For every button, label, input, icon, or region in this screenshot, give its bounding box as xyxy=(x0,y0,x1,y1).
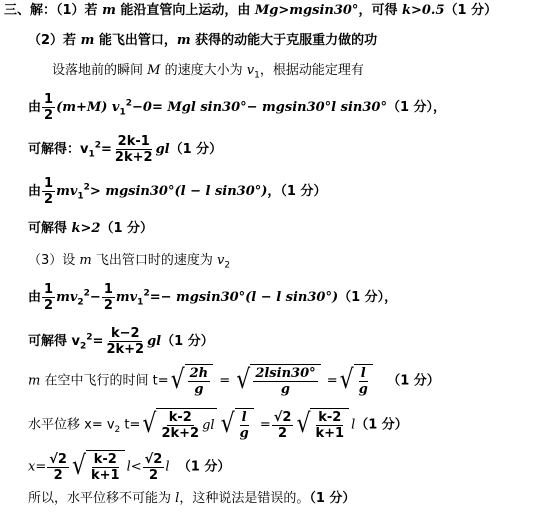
numerator: k−2 xyxy=(110,326,140,341)
eq-text: 水平位移 x= v xyxy=(28,417,115,433)
subscript: 2 xyxy=(77,297,84,308)
fraction xyxy=(104,326,146,357)
score: （1 分） xyxy=(161,334,214,349)
fraction xyxy=(253,366,317,397)
denominator: 2 xyxy=(148,467,159,483)
var-m: m xyxy=(176,33,191,48)
subscript: 2 xyxy=(114,425,121,436)
equation-6 xyxy=(28,326,214,357)
eq-tail: gl xyxy=(155,142,170,157)
denominator: 2 xyxy=(278,425,288,441)
score: （1 分） xyxy=(169,142,223,157)
subscript: 2 xyxy=(224,260,231,271)
denominator: g xyxy=(280,382,291,397)
denominator: 2 xyxy=(53,467,63,483)
eq-tail: gl xyxy=(147,334,162,349)
denominator: g xyxy=(239,426,249,441)
equals: = xyxy=(92,334,104,349)
numerator: 2k-1 xyxy=(117,134,150,149)
fraction xyxy=(188,366,211,397)
eq-text: 在空中飞行的时间 t= xyxy=(40,373,169,389)
numerator: 1 xyxy=(103,282,113,297)
part2-text2: 获得的动能大于克服重力做的功 xyxy=(190,33,378,48)
equation-1 xyxy=(28,92,446,123)
eq-tail: gl xyxy=(202,417,215,433)
numerator: l xyxy=(241,410,247,425)
radical-sign: √ xyxy=(339,365,354,396)
sqrt xyxy=(72,450,125,484)
denominator: 2k+2 xyxy=(114,150,153,165)
score: （1 分） xyxy=(444,3,498,18)
numerator: √2 xyxy=(49,451,67,467)
fraction xyxy=(357,366,370,397)
numerator: 1 xyxy=(44,92,54,107)
fraction xyxy=(42,92,55,123)
fraction xyxy=(238,410,251,441)
equation-8 xyxy=(28,408,408,442)
fraction xyxy=(272,410,294,441)
sqrt xyxy=(296,408,349,442)
var-m: m xyxy=(79,253,92,268)
eq-text: x= xyxy=(28,459,47,475)
eq-body: mv xyxy=(56,184,78,199)
eq-body: mv xyxy=(115,290,138,305)
numerator: 2h xyxy=(189,366,209,381)
sqrt xyxy=(340,364,373,398)
fraction xyxy=(42,176,55,207)
equation-4 xyxy=(28,220,153,238)
score: ，（1 分） xyxy=(267,184,327,199)
fraction xyxy=(159,410,201,441)
superscript: 2 xyxy=(143,288,150,299)
subscript: 1 xyxy=(254,70,260,81)
part2-text: 能飞出管口， xyxy=(94,33,177,48)
subscript: 1 xyxy=(119,107,126,118)
numerator: √2 xyxy=(144,451,163,467)
eq-body: (m+M) v xyxy=(56,100,120,115)
denominator: 2k+2 xyxy=(161,426,200,441)
conclusion-line xyxy=(28,490,355,508)
score: （1 分） xyxy=(177,459,231,475)
var-v: v xyxy=(217,253,225,268)
conclusion-text2: ，这种说法是错误的。 xyxy=(179,491,310,506)
denominator: g xyxy=(194,382,204,397)
superscript: 2 xyxy=(125,98,133,109)
score: （1 分）， xyxy=(338,290,398,305)
equation-9 xyxy=(28,450,230,484)
fraction xyxy=(89,452,122,483)
equation-5 xyxy=(28,282,397,313)
numerator: 2lsin30° xyxy=(255,366,316,381)
denominator: 2k+2 xyxy=(106,342,145,357)
numerator: 1 xyxy=(44,282,54,297)
numerator: k-2 xyxy=(93,452,117,467)
part3-line xyxy=(28,252,230,270)
eq-text2: l< xyxy=(126,459,142,475)
equation-3 xyxy=(28,176,327,207)
equals: = xyxy=(101,142,112,157)
radical-sign: √ xyxy=(220,409,235,440)
conclusion-text: 所以，水平位移不可能为 xyxy=(28,491,176,506)
score: （1 分）， xyxy=(386,100,447,115)
var-M: M xyxy=(147,63,161,78)
var-l: l xyxy=(165,459,170,475)
denominator: 2 xyxy=(44,298,54,313)
superscript: 2 xyxy=(83,288,90,299)
part1-text: 能沿直管向上运动，由 xyxy=(115,3,255,18)
equation-2 xyxy=(28,134,222,165)
fraction xyxy=(42,282,55,313)
eq-prefix: 可解得：v xyxy=(28,142,89,157)
var-m: m xyxy=(102,3,116,18)
fraction xyxy=(143,452,165,483)
radical-sign: √ xyxy=(296,409,311,440)
eq-prefix: 可解得 xyxy=(28,221,72,236)
fraction xyxy=(113,134,155,165)
fraction xyxy=(47,452,69,483)
score: （1 分） xyxy=(100,221,154,236)
part2-setup-line xyxy=(52,62,364,80)
score: （1 分） xyxy=(387,373,440,389)
setup-text2: 的速度大小为 xyxy=(160,63,247,78)
result: k>2 xyxy=(71,221,101,236)
part2-line xyxy=(28,32,377,50)
part3-text: （3）设 xyxy=(28,253,80,268)
denominator: k+1 xyxy=(315,426,345,441)
sqrt xyxy=(236,364,320,398)
equals: = xyxy=(255,417,271,433)
var-l: l xyxy=(175,491,180,506)
eq-rest: > mgsin30°(l − l sin30°) xyxy=(89,184,268,199)
minus: − xyxy=(89,290,101,305)
var-l: l xyxy=(351,417,356,433)
eq-text2: t= xyxy=(120,417,141,433)
setup-text3: ，根据动能定理有 xyxy=(259,63,364,78)
eq-rest: −0= Mgl sin30°− mgsin30°l sin30° xyxy=(132,100,387,115)
denominator: 2 xyxy=(103,298,113,313)
superscript: 2 xyxy=(86,332,93,343)
numerator: k-2 xyxy=(318,410,342,425)
eq-prefix: 可解得 v xyxy=(28,334,81,349)
subscript: 1 xyxy=(88,149,95,160)
eq-body: mv xyxy=(56,290,78,305)
part3-text2: 飞出管口时的速度为 xyxy=(91,253,217,268)
subscript: 2 xyxy=(80,341,87,352)
numerator: √2 xyxy=(273,409,292,425)
denominator: k+1 xyxy=(90,468,120,483)
radical-sign: √ xyxy=(71,451,86,482)
eq-prefix: 由 xyxy=(28,100,42,115)
part1-line xyxy=(4,2,497,20)
eq-prefix: 由 xyxy=(28,184,42,199)
radical-sign: √ xyxy=(170,365,185,396)
var-v: v xyxy=(246,63,255,78)
superscript: 2 xyxy=(83,182,90,193)
var-m: m xyxy=(28,373,41,389)
numerator: l xyxy=(360,366,366,381)
subscript: 1 xyxy=(77,191,84,202)
part1-condition: Mg>mgsin30° xyxy=(254,3,359,18)
radical-sign: √ xyxy=(142,409,157,440)
fraction xyxy=(313,410,346,441)
denominator: 2 xyxy=(44,192,54,207)
var-m: m xyxy=(80,33,95,48)
eq-prefix: 由 xyxy=(28,290,42,305)
denominator: g xyxy=(358,382,368,397)
part1-result: k>0.5 xyxy=(401,3,445,18)
numerator: k-2 xyxy=(168,410,192,425)
equation-7 xyxy=(28,364,440,398)
subscript: 1 xyxy=(137,297,144,308)
score: （1 分） xyxy=(309,491,356,506)
eq-rest: =− mgsin30°(l − l sin30°) xyxy=(149,290,339,305)
sqrt xyxy=(171,364,214,398)
fraction xyxy=(102,282,115,313)
denominator: 2 xyxy=(44,108,54,123)
sqrt xyxy=(142,408,216,442)
radical-sign: √ xyxy=(236,365,251,396)
part2-head: （2）若 xyxy=(28,33,81,48)
numerator: 1 xyxy=(44,176,54,191)
score: （1 分） xyxy=(355,417,408,433)
equals: = xyxy=(215,373,235,389)
equals: = xyxy=(322,373,338,389)
superscript: 2 xyxy=(94,140,102,151)
setup-text: 设落地前的瞬间 xyxy=(52,63,148,78)
sqrt xyxy=(221,408,254,442)
part1-prefix: 三、解：（1）若 xyxy=(4,3,103,18)
part1-text2: ，可得 xyxy=(358,3,402,18)
